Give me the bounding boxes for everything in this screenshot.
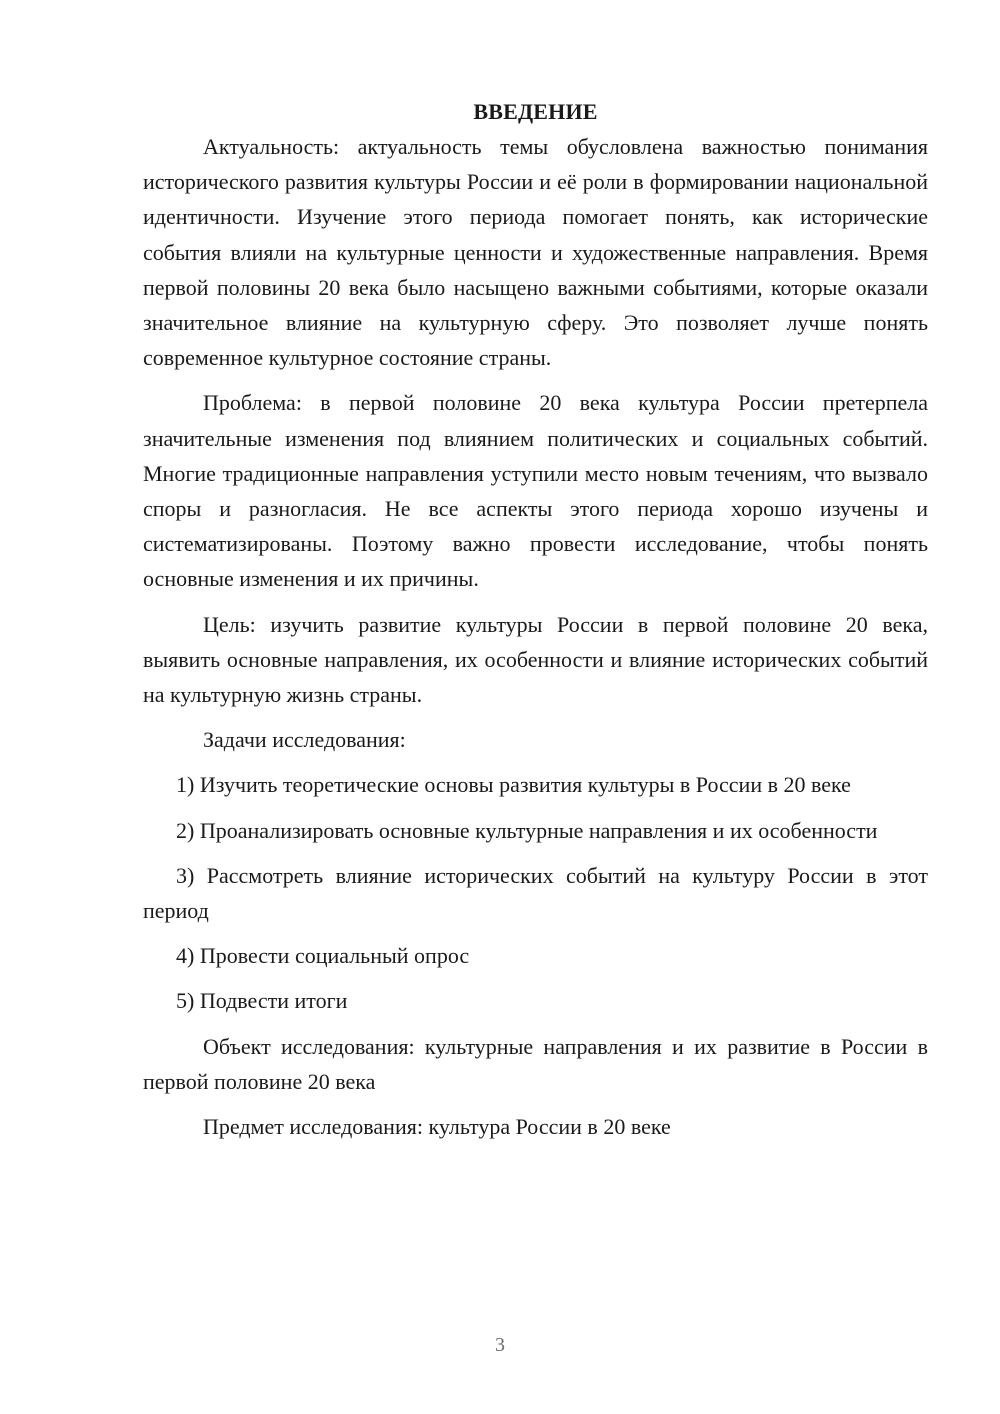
subject-paragraph: Предмет исследования: культура России в 20 веке bbox=[203, 1114, 671, 1140]
list-item: 5) Подвести итоги bbox=[176, 988, 348, 1014]
relevance-paragraph: Актуальность: актуальность темы обусловлена важностью понимания исторического развития культуры России и её роли в формировании национальной идентичности. Изучение этого периода помогает понять, как исторические события влияли на культурные ценности и художественные направления. Время первой половины 20 века было насыщено важными событиями, которые оказали значительное влияние на культурную сферу. Это позволяет лучше понять современное культурное состояние страны. bbox=[143, 134, 928, 371]
tasks-list bbox=[143, 767, 928, 1018]
page-number: 3 bbox=[495, 1334, 505, 1356]
tasks-heading: Задачи исследования: bbox=[203, 727, 406, 753]
page-content bbox=[143, 94, 928, 1154]
problem-paragraph: Проблема: в первой половине 20 века культура России претерпела значительные изменения под влиянием политических и социальных событий. Многие традиционные направления уступили место новым течениям, что вызвало споры и разногласия. Не все аспекты этого периода хорошо изучены и систематизированы. Поэтому важно провести исследование, чтобы понять основные изменения и их причины. bbox=[143, 390, 928, 592]
object-paragraph: Объект исследования: культурные направления и их развитие в России в первой половине 20 века bbox=[143, 1033, 928, 1094]
list-item: 3) Рассмотреть влияние исторических событий на культуру России в этот период bbox=[143, 862, 928, 924]
list-item: 4) Провести социальный опрос bbox=[176, 943, 470, 969]
list-item: 2) Проанализировать основные культурные направления и их особенности bbox=[176, 817, 878, 843]
list-item: 1) Изучить теоретические основы развития культуры в России в 20 веке bbox=[176, 772, 851, 798]
goal-paragraph: Цель: изучить развитие культуры России в первой половине 20 века, выявить основные направления, их особенности и влияние исторических событий на культурную жизнь страны. bbox=[143, 611, 928, 708]
page-title: ВВЕДЕНИЕ bbox=[473, 99, 598, 124]
